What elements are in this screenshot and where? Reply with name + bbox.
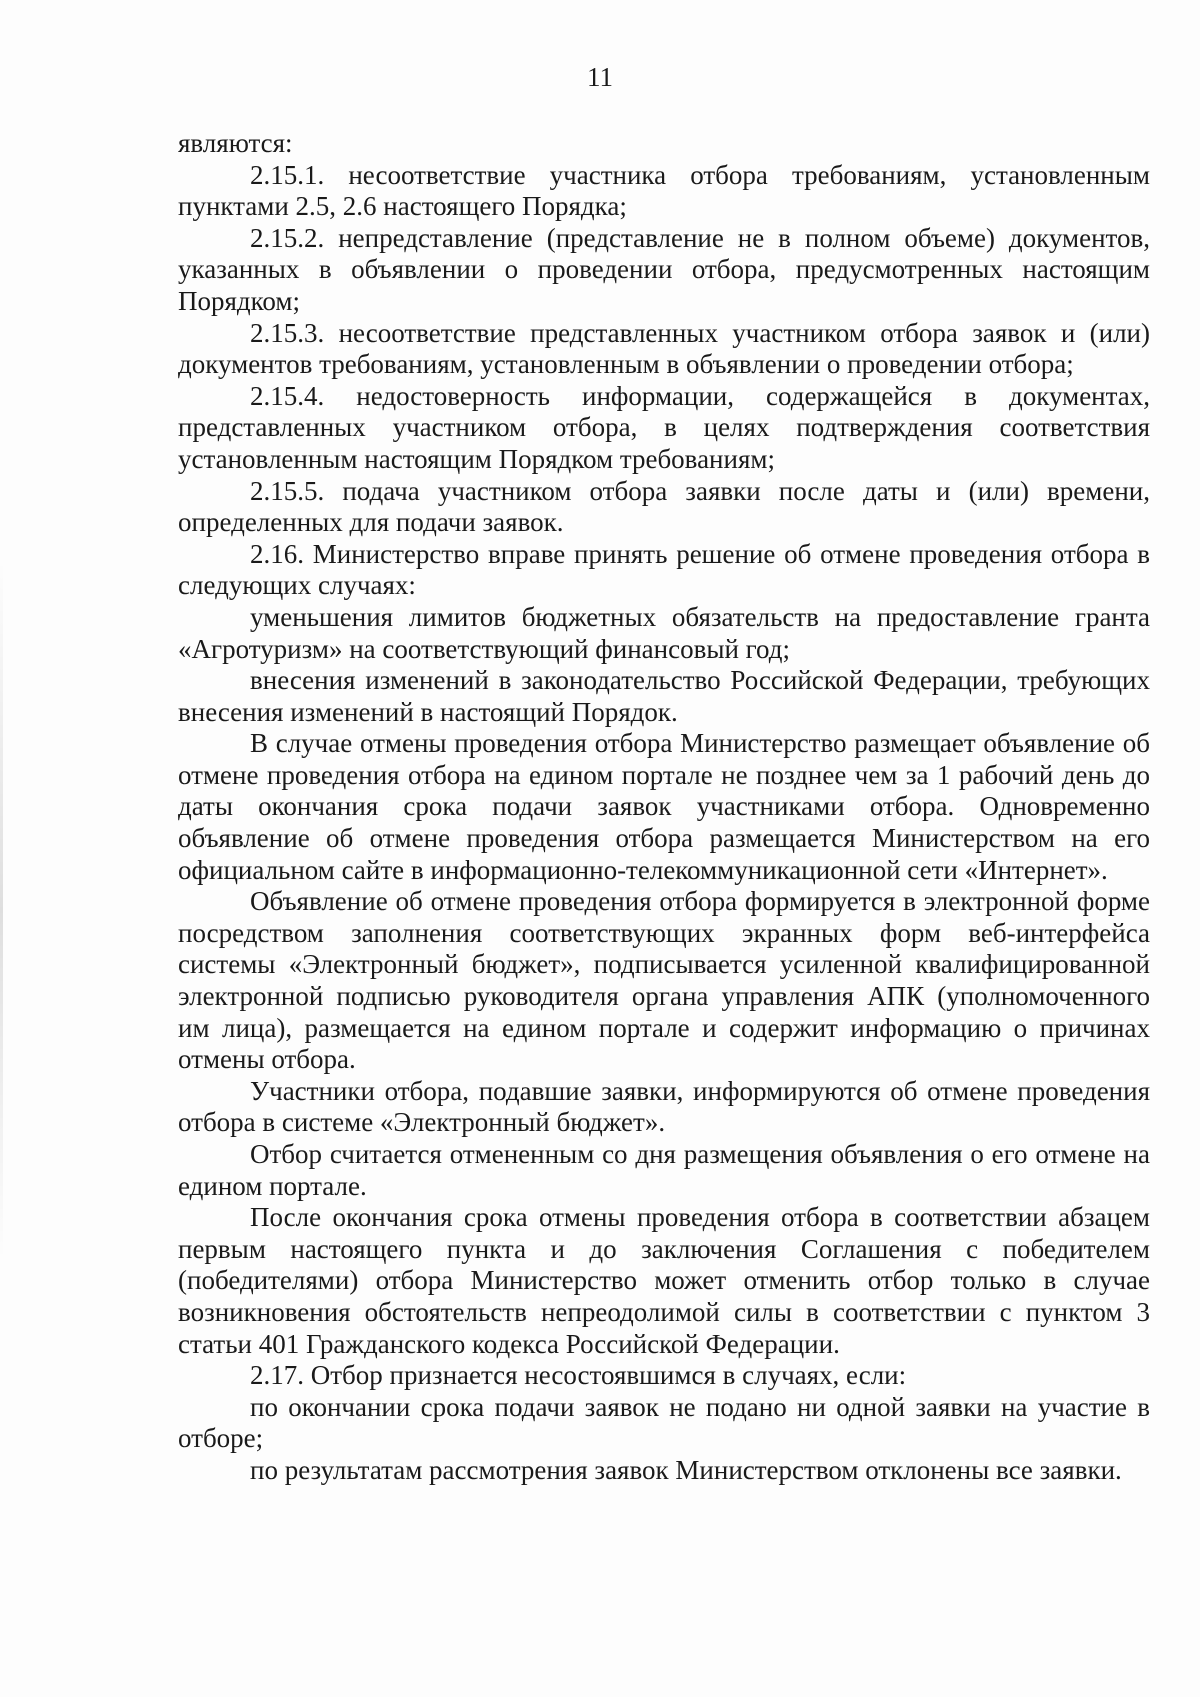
paragraph: В случае отмены проведения отбора Министерство размещает объявление об отмене проведения отбора на едином портале не позднее чем за 1 рабочий день до даты окончания срока подачи заявок участниками отбора. Одновременно объявление об отмене проведения отбора размещается Министерством на его официальном сайте в информационно-телекоммуникационной сети «Интернет». (178, 728, 1150, 885)
paragraph: 2.17. Отбор признается несостоявшимся в случаях, если: (250, 1360, 907, 1391)
paragraph: 2.15.3. несоответствие представленных участником отбора заявок и (или) документов требованиям, установленным в объявлении о проведении отбора; (178, 317, 1150, 380)
paragraph: 2.15.1. несоответствие участника отбора требованиям, установленным пунктами 2.5, 2.6 настоящего Порядка; (178, 159, 1150, 222)
paragraph: 2.16. Министерство вправе принять решение об отмене проведения отбора в следующих случаях: (178, 538, 1150, 601)
page-number: 11 (587, 62, 613, 92)
paragraph: Отбор считается отмененным со дня размещения объявления о его отмене на едином портале. (178, 1139, 1150, 1201)
paragraph: являются: (178, 128, 293, 158)
paragraph: по окончании срока подачи заявок не подано ни одной заявки на участие в отборе; (178, 1391, 1150, 1454)
paragraph: 2.15.4. недостоверность информации, содержащейся в документах, представленных участником отбора, в целях подтверждения соответствия установленным настоящим Порядком требованиям; (178, 380, 1150, 474)
paragraph: Участники отбора, подавшие заявки, информируются об отмене проведения отбора в системе «Электронный бюджет». (178, 1075, 1150, 1138)
paragraph: уменьшения лимитов бюджетных обязательств на предоставление гранта «Агротуризм» на соответствующий финансовый год; (178, 601, 1150, 664)
paragraph: Объявление об отмене проведения отбора формируется в электронной форме посредством заполнения соответствующих экранных форм веб-интерфейса системы «Электронный бюджет», подписывается усиленной квалифицированной электронной подписью руководителя органа управления АПК (уполномоченного им лица), размещается на едином портале и содержит информацию о причинах отмены отбора. (178, 886, 1150, 1075)
scan-edge-shadow (0, 560, 3, 1260)
paragraph: После окончания срока отмены проведения отбора в соответствии абзацем первым настоящего пункта и до заключения Соглашения с победителем (победителями) отбора Министерство может отменить отбор только в случае возникновения обстоятельств непреодолимой силы в соответствии с пунктом 3 статьи 401 Гражданского кодекса Российской Федерации. (178, 1202, 1150, 1359)
paragraph: по результатам рассмотрения заявок Министерством отклонены все заявки. (250, 1454, 1122, 1485)
paragraph: внесения изменений в законодательство Российской Федерации, требующих внесения изменений в настоящий Порядок. (178, 665, 1150, 727)
paragraph: 2.15.5. подача участником отбора заявки после даты и (или) времени, определенных для подачи заявок. (178, 475, 1150, 538)
paragraph: 2.15.2. непредставление (представление не в полном объеме) документов, указанных в объявлении о проведении отбора, предусмотренных настоящим Порядком; (178, 222, 1150, 316)
document-body (178, 128, 1150, 1487)
